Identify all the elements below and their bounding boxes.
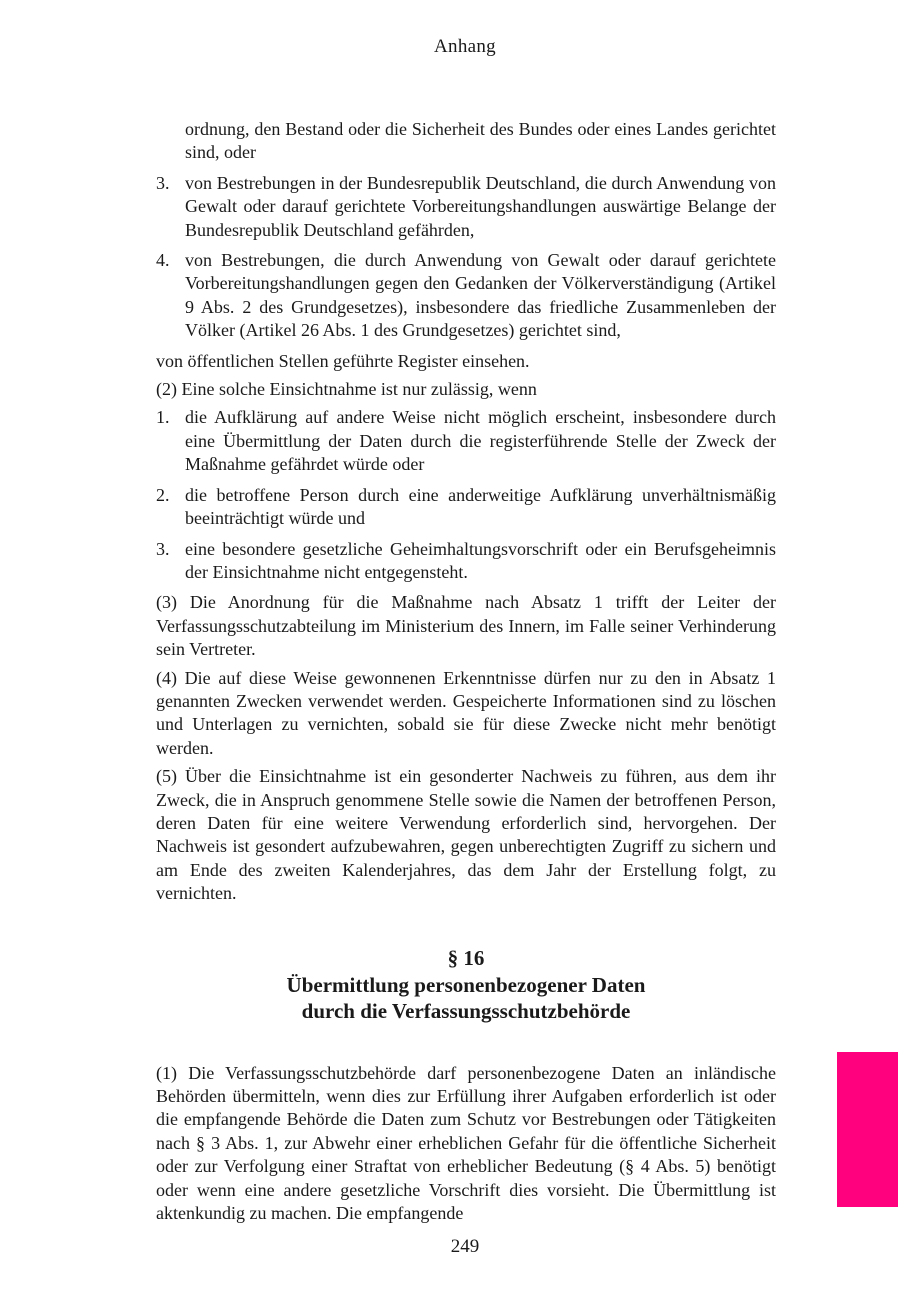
section-title-line-1: Übermittlung personenbezogener Daten xyxy=(286,972,646,997)
list-item-text: von Bestrebungen in der Bundesrepublik Deutschland, die durch Anwendung von Gewalt oder darauf gerichtete Vorbereitungshandlungen auswärtige Belange der Bundesrepublik Deutschland gefährden, xyxy=(185,172,776,240)
running-header: Anhang xyxy=(434,36,496,57)
list-item xyxy=(156,172,776,242)
section-title xyxy=(156,972,776,1024)
continuation-text: ordnung, den Bestand oder die Sicherheit des Bundes oder eines Landes gerichtet sind, oder xyxy=(185,119,776,163)
list-item-text: die betroffene Person durch eine anderweitige Aufklärung unverhältnismäßig beeinträchtigt würde und xyxy=(185,484,776,529)
thumb-index-tab xyxy=(837,1052,898,1207)
list-item-text: eine besondere gesetzliche Geheimhaltungsvorschrift oder ein Berufsgeheimnis der Einsichtnahme nicht entgegensteht. xyxy=(185,538,776,582)
list-item-number: 2. xyxy=(156,484,170,505)
closing-line: von öffentlichen Stellen geführte Register einsehen. xyxy=(156,350,530,371)
page-number: 249 xyxy=(450,1236,480,1257)
list-item-number: 1. xyxy=(156,407,170,428)
list-item xyxy=(156,538,776,585)
paragraph-3: (3) Die Anordnung für die Maßnahme nach Absatz 1 trifft der Leiter der Verfassungsschutzabteilung im Ministerium des Innern, im Falle seiner Verhinderung sein Vertreter. xyxy=(156,592,776,660)
list-item xyxy=(156,484,776,531)
list-item xyxy=(156,249,776,343)
list-item xyxy=(156,406,776,476)
list-item-number: 4. xyxy=(156,250,170,271)
list-item-text: von Bestrebungen, die durch Anwendung von Gewalt oder darauf gerichtete Vorbereitungshandlungen gegen den Gedanken der Völkerverständigung (Artikel 9 Abs. 2 des Grundgesetzes), insbesondere das friedliche Zusammenleben der Völker (Artikel 26 Abs. 1 des Grundgesetzes) gerichtet sind, xyxy=(185,250,776,341)
section-title-line-2: durch die Verfassungsschutzbehörde xyxy=(301,998,631,1023)
list-item-text: die Aufklärung auf andere Weise nicht möglich erscheint, insbesondere durch eine Übermittlung der Daten durch die registerführende Stelle der Zweck der Maßnahme gefährdet würde oder xyxy=(185,407,776,475)
paragraph-2-intro: (2) Eine solche Einsichtnahme ist nur zulässig, wenn xyxy=(156,379,537,400)
paragraph-5: (5) Über die Einsichtnahme ist ein gesonderter Nachweis zu führen, aus dem ihr Zweck, die in Anspruch genommene Stelle sowie die Namen der betroffenen Person, deren Daten für eine weitere Verwendung erforderlich sind, hervorgehen. Der Nachweis ist gesondert aufzubewahren, gegen unberechtigten Zugriff zu sichern und am Ende des zweiten Kalenderjahres, das dem Jahr der Erstellung folgt, zu vernichten. xyxy=(156,766,776,904)
page-body xyxy=(156,118,776,1230)
list-item-number: 3. xyxy=(156,538,170,559)
section-paragraph-1: (1) Die Verfassungsschutzbehörde darf personenbezogene Daten an inländische Behörden übermitteln, wenn dies zur Erfüllung ihrer Aufgaben erforderlich ist oder die empfangende Behörde die Daten zum Schutz vor Bestrebungen oder Tätigkeiten nach § 3 Abs. 1, zur Abwehr einer erheblichen Gefahr für die öffentliche Sicherheit oder zur Verfolgung einer Straftat von erheblicher Bedeutung (§ 4 Abs. 5) benötigt oder wenn eine andere gesetzliche Vorschrift dies vorsieht. Die Übermittlung ist aktenkundig zu machen. Die empfangende xyxy=(156,1062,776,1224)
paragraph-4: (4) Die auf diese Weise gewonnenen Erkenntnisse dürfen nur zu den in Absatz 1 genannten Zwecken verwendet werden. Gespeicherte Informationen sind zu löschen und Unterlagen zu vernichten, sobald sie für diese Zwecke nicht mehr benötigt werden. xyxy=(156,667,776,758)
list-item-number: 3. xyxy=(156,172,170,193)
section-number: § 16 xyxy=(447,945,485,970)
